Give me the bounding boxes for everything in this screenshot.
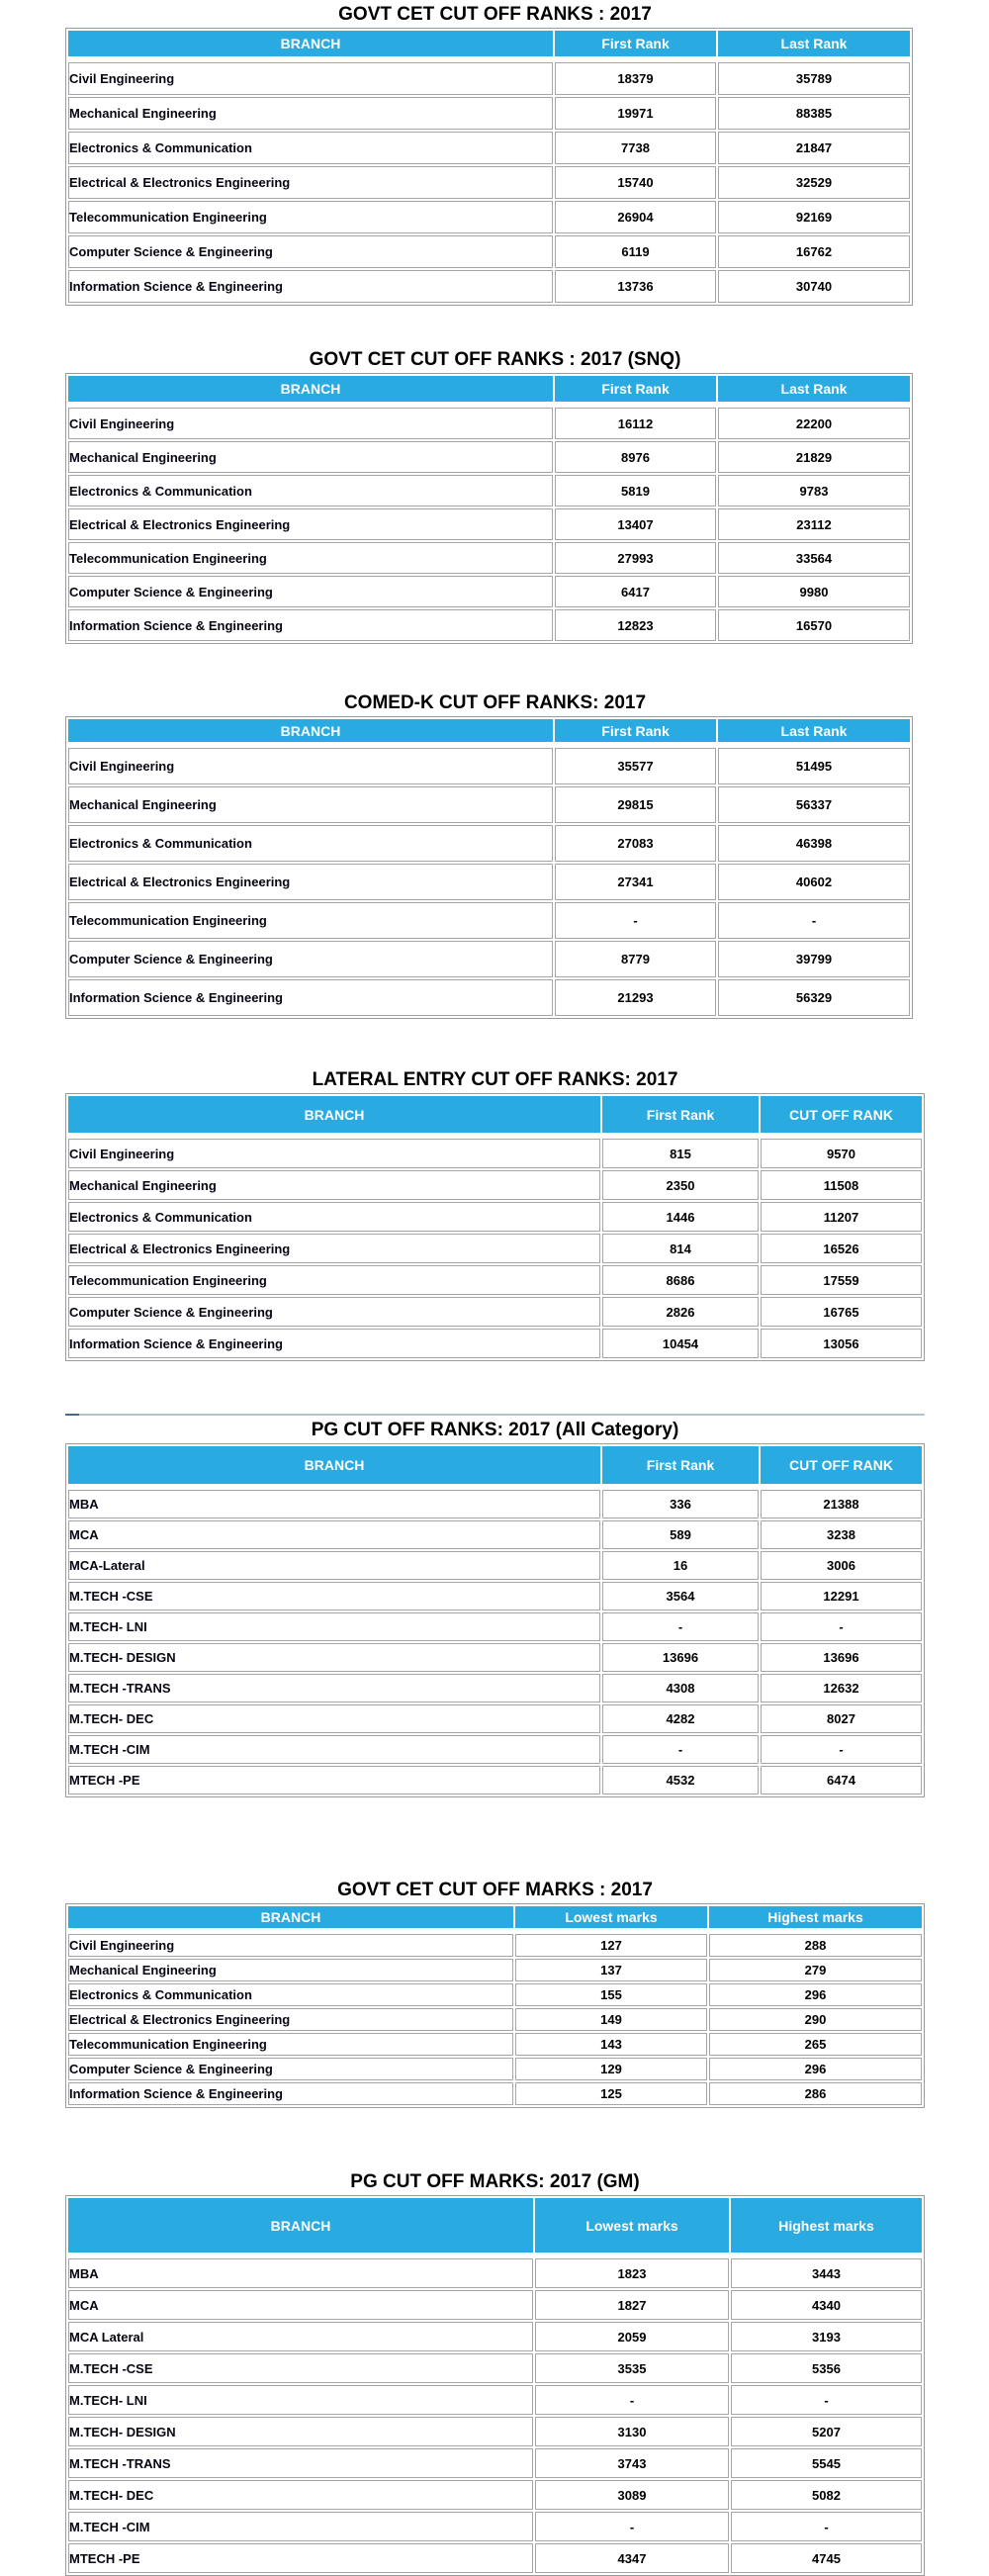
table-row (68, 235, 910, 268)
table-row (68, 2082, 922, 2105)
value-cell: 265 (709, 2033, 922, 2056)
pg-marks-table (65, 2195, 925, 2576)
value-cell: 4282 (602, 1704, 759, 1733)
column-header: Lowest marks (515, 1906, 707, 1932)
value-cell: 3743 (535, 2448, 729, 2478)
value-cell: 3089 (535, 2480, 729, 2510)
value-cell: 5207 (731, 2417, 922, 2446)
value-cell: 13696 (761, 1643, 922, 1672)
branch-cell: Information Science & Engineering (68, 979, 553, 1016)
value-cell: 27341 (555, 864, 716, 900)
value-cell: 8027 (761, 1704, 922, 1733)
value-cell: 143 (515, 2033, 707, 2056)
value-cell: 40602 (718, 864, 910, 900)
value-cell: 4340 (731, 2290, 922, 2320)
branch-cell: MCA Lateral (68, 2322, 533, 2351)
table-row (68, 609, 910, 641)
value-cell: 18379 (555, 62, 716, 95)
value-cell: 1446 (602, 1202, 759, 1232)
branch-cell: MTECH -PE (68, 2543, 533, 2573)
table-row (68, 97, 910, 130)
table-row (68, 864, 910, 900)
branch-cell: Telecommunication Engineering (68, 1265, 600, 1295)
column-header: BRANCH (68, 31, 553, 60)
header-row (68, 376, 910, 406)
value-cell: 4308 (602, 1674, 759, 1702)
branch-cell: M.TECH -TRANS (68, 1674, 600, 1702)
table-row (68, 1643, 922, 1672)
value-cell: 129 (515, 2058, 707, 2080)
table-row (68, 2417, 922, 2446)
column-header: Highest marks (731, 2198, 922, 2256)
section-pg-ranks (65, 1420, 925, 1797)
cutoff-ranks-snq-table (65, 373, 913, 644)
column-header: BRANCH (68, 1906, 513, 1932)
section-govt-cet-ranks (65, 4, 925, 306)
value-cell: 13696 (602, 1643, 759, 1672)
table-row (68, 1170, 922, 1200)
value-cell: 12823 (555, 609, 716, 641)
table-row (68, 2385, 922, 2415)
value-cell: 16570 (718, 609, 910, 641)
value-cell: 29815 (555, 786, 716, 823)
value-cell: 296 (709, 2058, 922, 2080)
value-cell: 2059 (535, 2322, 729, 2351)
branch-cell: Electronics & Communication (68, 1983, 513, 2006)
table-row (68, 1934, 922, 1957)
table-title: PG CUT OFF MARKS: 2017 (GM) (350, 2171, 640, 2192)
table-row (68, 1704, 922, 1733)
branch-cell: Mechanical Engineering (68, 1170, 600, 1200)
branch-cell: M.TECH- DESIGN (68, 1643, 600, 1672)
table-row (68, 542, 910, 574)
branch-cell: M.TECH- LNI (68, 2385, 533, 2415)
table-row (68, 2033, 922, 2056)
value-cell: 26904 (555, 201, 716, 233)
branch-cell: Mechanical Engineering (68, 1959, 513, 1981)
value-cell: 88385 (718, 97, 910, 130)
header-row (68, 1906, 922, 1932)
value-cell: 13407 (555, 508, 716, 540)
branch-cell: Telecommunication Engineering (68, 201, 553, 233)
table-title: GOVT CET CUT OFF RANKS : 2017 (338, 4, 652, 25)
value-cell: 6417 (555, 576, 716, 607)
value-cell: 3238 (761, 1520, 922, 1549)
value-cell: - (731, 2512, 922, 2541)
value-cell: 2826 (602, 1297, 759, 1327)
value-cell: 3564 (602, 1582, 759, 1610)
branch-cell: Information Science & Engineering (68, 2082, 513, 2105)
value-cell: 11207 (761, 1202, 922, 1232)
column-header: BRANCH (68, 719, 553, 746)
table-row (68, 408, 910, 439)
branch-cell: Civil Engineering (68, 748, 553, 784)
value-cell: - (535, 2385, 729, 2415)
branch-cell: Telecommunication Engineering (68, 2033, 513, 2056)
value-cell: 27993 (555, 542, 716, 574)
cutoff-ranks-table (65, 28, 913, 306)
value-cell: 35789 (718, 62, 910, 95)
branch-cell: Information Science & Engineering (68, 1329, 600, 1358)
value-cell: 21829 (718, 441, 910, 473)
branch-cell: Computer Science & Engineering (68, 235, 553, 268)
branch-cell: Electrical & Electronics Engineering (68, 166, 553, 199)
table-row (68, 1520, 922, 1549)
value-cell: 5545 (731, 2448, 922, 2478)
branch-cell: Computer Science & Engineering (68, 1297, 600, 1327)
table-row (68, 62, 910, 95)
value-cell: 3130 (535, 2417, 729, 2446)
value-cell: 4532 (602, 1766, 759, 1794)
value-cell: 32529 (718, 166, 910, 199)
table-row (68, 1612, 922, 1641)
value-cell: 589 (602, 1520, 759, 1549)
column-header: BRANCH (68, 1096, 600, 1137)
value-cell: 2350 (602, 1170, 759, 1200)
table-row (68, 441, 910, 473)
branch-cell: M.TECH- LNI (68, 1612, 600, 1641)
branch-cell: Electrical & Electronics Engineering (68, 508, 553, 540)
value-cell: 155 (515, 1983, 707, 2006)
branch-cell: Civil Engineering (68, 1934, 513, 1957)
value-cell: 290 (709, 2008, 922, 2031)
value-cell: 23112 (718, 508, 910, 540)
value-cell: 3006 (761, 1551, 922, 1580)
branch-cell: MCA-Lateral (68, 1551, 600, 1580)
branch-cell: M.TECH -CSE (68, 1582, 600, 1610)
table-row (68, 1582, 922, 1610)
branch-cell: Information Science & Engineering (68, 609, 553, 641)
table-row (68, 475, 910, 506)
section-lateral-entry-ranks (65, 1069, 925, 1361)
value-cell: 279 (709, 1959, 922, 1981)
branch-cell: Mechanical Engineering (68, 786, 553, 823)
table-row (68, 979, 910, 1016)
table-title: COMED-K CUT OFF RANKS: 2017 (343, 692, 647, 713)
value-cell: 3535 (535, 2353, 729, 2383)
value-cell: 16112 (555, 408, 716, 439)
value-cell: 286 (709, 2082, 922, 2105)
section-govt-cet-marks (65, 1880, 925, 2108)
table-row (68, 1735, 922, 1764)
branch-cell: Telecommunication Engineering (68, 902, 553, 939)
table-row (68, 2448, 922, 2478)
value-cell: 6474 (761, 1766, 922, 1794)
branch-cell: Civil Engineering (68, 62, 553, 95)
branch-cell: MBA (68, 1490, 600, 1518)
value-cell: 21388 (761, 1490, 922, 1518)
branch-cell: M.TECH- DEC (68, 2480, 533, 2510)
value-cell: 8686 (602, 1265, 759, 1295)
value-cell: - (718, 902, 910, 939)
branch-cell: Civil Engineering (68, 408, 553, 439)
branch-cell: MCA (68, 2290, 533, 2320)
branch-cell: MCA (68, 1520, 600, 1549)
table-row (68, 2008, 922, 2031)
branch-cell: Mechanical Engineering (68, 441, 553, 473)
value-cell: 16526 (761, 1234, 922, 1263)
header-row (68, 1096, 922, 1137)
branch-cell: Electronics & Communication (68, 132, 553, 164)
table-row (68, 1234, 922, 1263)
value-cell: 8976 (555, 441, 716, 473)
branch-cell: Civil Engineering (68, 1139, 600, 1168)
table-row (68, 576, 910, 607)
column-header: First Rank (555, 31, 716, 60)
table-title: GOVT CET CUT OFF RANKS : 2017 (SNQ) (309, 349, 681, 370)
column-header: Last Rank (718, 31, 910, 60)
section-pg-marks (65, 2171, 925, 2576)
branch-cell: Information Science & Engineering (68, 270, 553, 303)
table-row (68, 1551, 922, 1580)
branch-cell: Electrical & Electronics Engineering (68, 864, 553, 900)
value-cell: 814 (602, 1234, 759, 1263)
branch-cell: M.TECH -CIM (68, 2512, 533, 2541)
value-cell: 336 (602, 1490, 759, 1518)
value-cell: 13736 (555, 270, 716, 303)
value-cell: 56337 (718, 786, 910, 823)
value-cell: 35577 (555, 748, 716, 784)
value-cell: 288 (709, 1934, 922, 1957)
column-header: Last Rank (718, 719, 910, 746)
value-cell: 92169 (718, 201, 910, 233)
value-cell: 4745 (731, 2543, 922, 2573)
header-row (68, 1446, 922, 1488)
value-cell: 33564 (718, 542, 910, 574)
value-cell: 30740 (718, 270, 910, 303)
table-row (68, 1766, 922, 1794)
header-row (68, 31, 910, 60)
table-row (68, 270, 910, 303)
value-cell: 5082 (731, 2480, 922, 2510)
value-cell: - (602, 1735, 759, 1764)
value-cell: 5356 (731, 2353, 922, 2383)
column-header: CUT OFF RANK (761, 1446, 922, 1488)
value-cell: 19971 (555, 97, 716, 130)
table-title: LATERAL ENTRY CUT OFF RANKS: 2017 (312, 1069, 678, 1090)
table-row (68, 1297, 922, 1327)
value-cell: 21847 (718, 132, 910, 164)
table-row (68, 748, 910, 784)
table-row (68, 1959, 922, 1981)
value-cell: 137 (515, 1959, 707, 1981)
value-cell: 9980 (718, 576, 910, 607)
branch-cell: Electrical & Electronics Engineering (68, 2008, 513, 2031)
table-row (68, 2258, 922, 2288)
value-cell: 1823 (535, 2258, 729, 2288)
value-cell: 27083 (555, 825, 716, 862)
value-cell: 16762 (718, 235, 910, 268)
column-header: Lowest marks (535, 2198, 729, 2256)
table-title: PG CUT OFF RANKS: 2017 (All Category) (311, 1420, 679, 1440)
value-cell: 13056 (761, 1329, 922, 1358)
branch-cell: Electronics & Communication (68, 825, 553, 862)
column-header: CUT OFF RANK (761, 1096, 922, 1137)
column-header: First Rank (555, 376, 716, 406)
column-header: Last Rank (718, 376, 910, 406)
value-cell: 9783 (718, 475, 910, 506)
value-cell: - (602, 1612, 759, 1641)
table-row (68, 2543, 922, 2573)
branch-cell: MBA (68, 2258, 533, 2288)
pg-ranks-table (65, 1443, 925, 1797)
value-cell: 11508 (761, 1170, 922, 1200)
value-cell: 7738 (555, 132, 716, 164)
branch-cell: Computer Science & Engineering (68, 941, 553, 977)
column-header: BRANCH (68, 1446, 600, 1488)
table-row (68, 508, 910, 540)
branch-cell: MTECH -PE (68, 1766, 600, 1794)
column-header: First Rank (602, 1096, 759, 1137)
table-row (68, 786, 910, 823)
table-row (68, 2353, 922, 2383)
table-row (68, 1265, 922, 1295)
value-cell: - (555, 902, 716, 939)
branch-cell: M.TECH -CSE (68, 2353, 533, 2383)
value-cell: 10454 (602, 1329, 759, 1358)
document-body (65, 4, 925, 2576)
branch-cell: Electronics & Communication (68, 1202, 600, 1232)
value-cell: 815 (602, 1139, 759, 1168)
cutoff-marks-table (65, 1903, 925, 2108)
value-cell: - (731, 2385, 922, 2415)
value-cell: 51495 (718, 748, 910, 784)
column-header: First Rank (555, 719, 716, 746)
value-cell: 56329 (718, 979, 910, 1016)
table-row (68, 166, 910, 199)
table-row (68, 941, 910, 977)
value-cell: 125 (515, 2082, 707, 2105)
header-row (68, 719, 910, 746)
comedk-ranks-table (65, 716, 913, 1019)
table-row (68, 201, 910, 233)
table-row (68, 132, 910, 164)
table-row (68, 2058, 922, 2080)
value-cell: 127 (515, 1934, 707, 1957)
value-cell: 9570 (761, 1139, 922, 1168)
value-cell: - (761, 1735, 922, 1764)
value-cell: 16 (602, 1551, 759, 1580)
value-cell: - (535, 2512, 729, 2541)
branch-cell: Computer Science & Engineering (68, 576, 553, 607)
value-cell: 149 (515, 2008, 707, 2031)
section-comedk-ranks (65, 692, 925, 1019)
branch-cell: M.TECH -CIM (68, 1735, 600, 1764)
table-row (68, 902, 910, 939)
value-cell: - (761, 1612, 922, 1641)
table-title: GOVT CET CUT OFF MARKS : 2017 (337, 1880, 653, 1900)
value-cell: 6119 (555, 235, 716, 268)
branch-cell: Telecommunication Engineering (68, 542, 553, 574)
value-cell: 12632 (761, 1674, 922, 1702)
value-cell: 5819 (555, 475, 716, 506)
value-cell: 15740 (555, 166, 716, 199)
value-cell: 8779 (555, 941, 716, 977)
section-divider-line (65, 1414, 925, 1416)
column-header: First Rank (602, 1446, 759, 1488)
header-row (68, 2198, 922, 2256)
branch-cell: Electrical & Electronics Engineering (68, 1234, 600, 1263)
value-cell: 1827 (535, 2290, 729, 2320)
branch-cell: Mechanical Engineering (68, 97, 553, 130)
table-row (68, 1674, 922, 1702)
page (0, 4, 989, 2566)
value-cell: 3443 (731, 2258, 922, 2288)
value-cell: 39799 (718, 941, 910, 977)
branch-cell: M.TECH- DESIGN (68, 2417, 533, 2446)
section-govt-cet-ranks-snq (65, 349, 925, 644)
branch-cell: M.TECH- DEC (68, 1704, 600, 1733)
table-row (68, 2322, 922, 2351)
branch-cell: Electronics & Communication (68, 475, 553, 506)
table-row (68, 1139, 922, 1168)
value-cell: 4347 (535, 2543, 729, 2573)
table-row (68, 2512, 922, 2541)
value-cell: 12291 (761, 1582, 922, 1610)
branch-cell: Computer Science & Engineering (68, 2058, 513, 2080)
branch-cell: M.TECH -TRANS (68, 2448, 533, 2478)
table-row (68, 825, 910, 862)
table-row (68, 2480, 922, 2510)
table-row (68, 2290, 922, 2320)
lateral-entry-ranks-table (65, 1093, 925, 1361)
table-row (68, 1202, 922, 1232)
table-row (68, 1329, 922, 1358)
column-header: BRANCH (68, 376, 553, 406)
value-cell: 21293 (555, 979, 716, 1016)
value-cell: 46398 (718, 825, 910, 862)
value-cell: 296 (709, 1983, 922, 2006)
value-cell: 17559 (761, 1265, 922, 1295)
value-cell: 16765 (761, 1297, 922, 1327)
table-row (68, 1490, 922, 1518)
value-cell: 22200 (718, 408, 910, 439)
value-cell: 3193 (731, 2322, 922, 2351)
column-header: Highest marks (709, 1906, 922, 1932)
table-row (68, 1983, 922, 2006)
column-header: BRANCH (68, 2198, 533, 2256)
